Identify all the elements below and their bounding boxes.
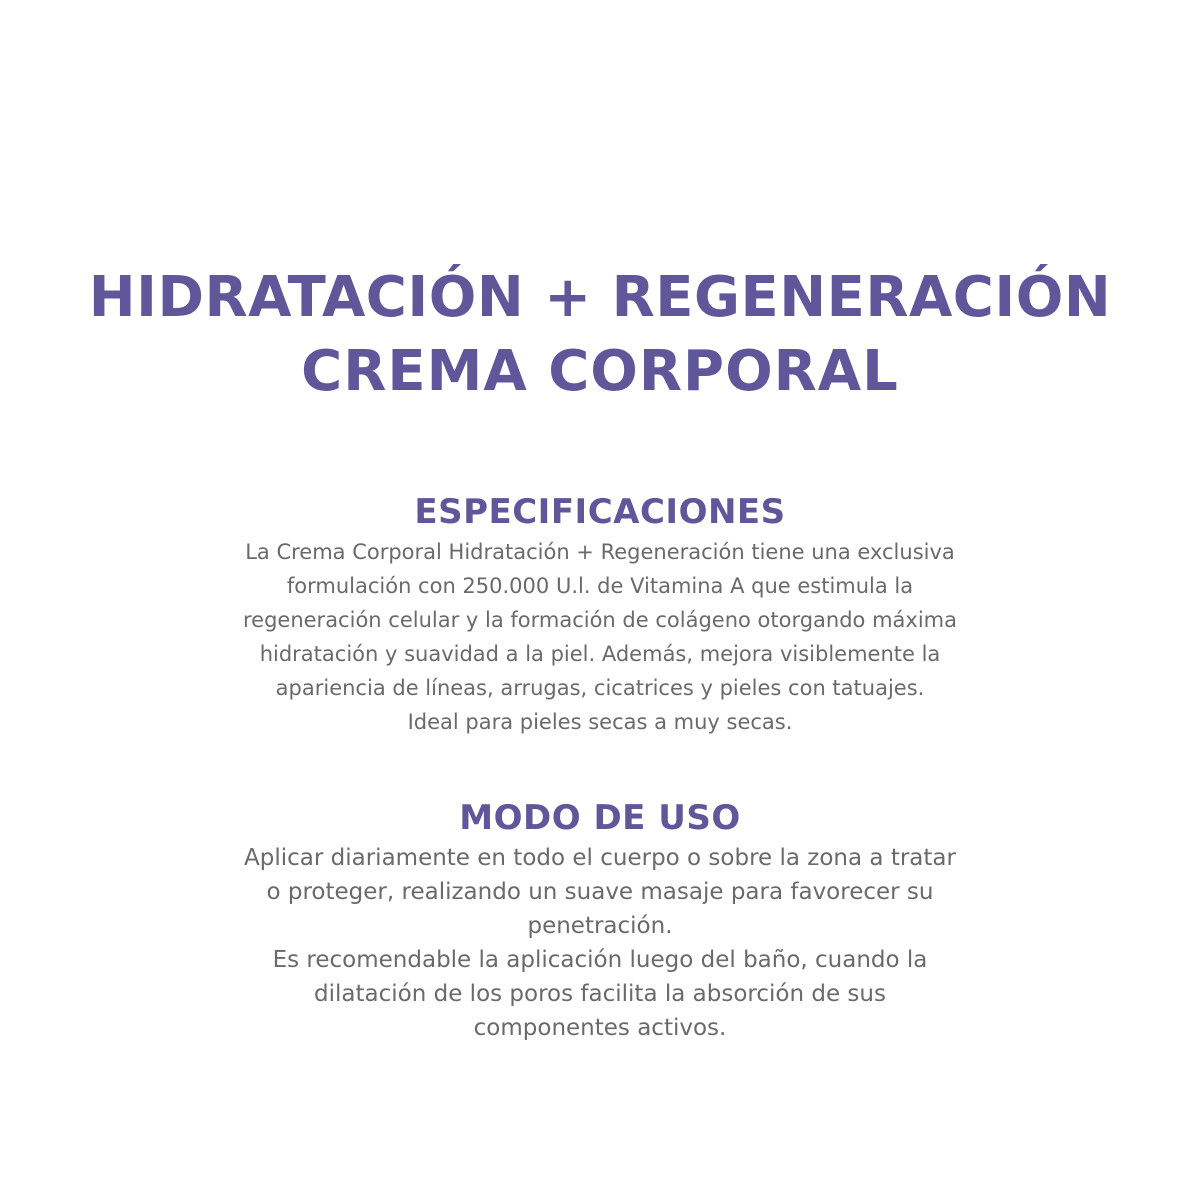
usage-line: o proteger, realizando un suave masaje para favorecer su [266, 879, 934, 905]
specifications-line: formulación con 250.000 U.l. de Vitamina A que estimula la [286, 574, 914, 598]
usage-section [0, 795, 1200, 1045]
specifications-line: regeneración celular y la formación de colágeno otorgando máxima [242, 608, 957, 632]
product-title-subtitle: CREMA CORPORAL [301, 339, 899, 404]
specifications-line: apariencia de líneas, arrugas, cicatrices y pieles con tatuajes. [275, 676, 925, 700]
usage-heading: MODO DE USO [459, 798, 741, 838]
specifications-text [0, 535, 1200, 739]
usage-line: componentes activos. [473, 1015, 727, 1041]
product-title-main: HIDRATACIÓN + REGENERACIÓN [88, 265, 1112, 330]
usage-line: Aplicar diariamente en todo el cuerpo o sobre la zona a tratar [244, 845, 956, 871]
usage-line: dilatación de los poros facilita la absorción de sus [314, 981, 886, 1007]
specifications-line: La Crema Corporal Hidratación + Regeneración tiene una exclusiva [245, 540, 955, 564]
specifications-line: hidratación y suavidad a la piel. Además, mejora visiblemente la [259, 642, 941, 666]
specifications-heading: ESPECIFICACIONES [414, 492, 786, 532]
product-title [0, 258, 1200, 412]
usage-text [0, 841, 1200, 1045]
usage-line: penetración. [527, 913, 673, 939]
specifications-line: Ideal para pieles secas a muy secas. [407, 710, 793, 734]
specifications-section [0, 489, 1200, 739]
usage-line: Es recomendable la aplicación luego del baño, cuando la [272, 947, 928, 973]
